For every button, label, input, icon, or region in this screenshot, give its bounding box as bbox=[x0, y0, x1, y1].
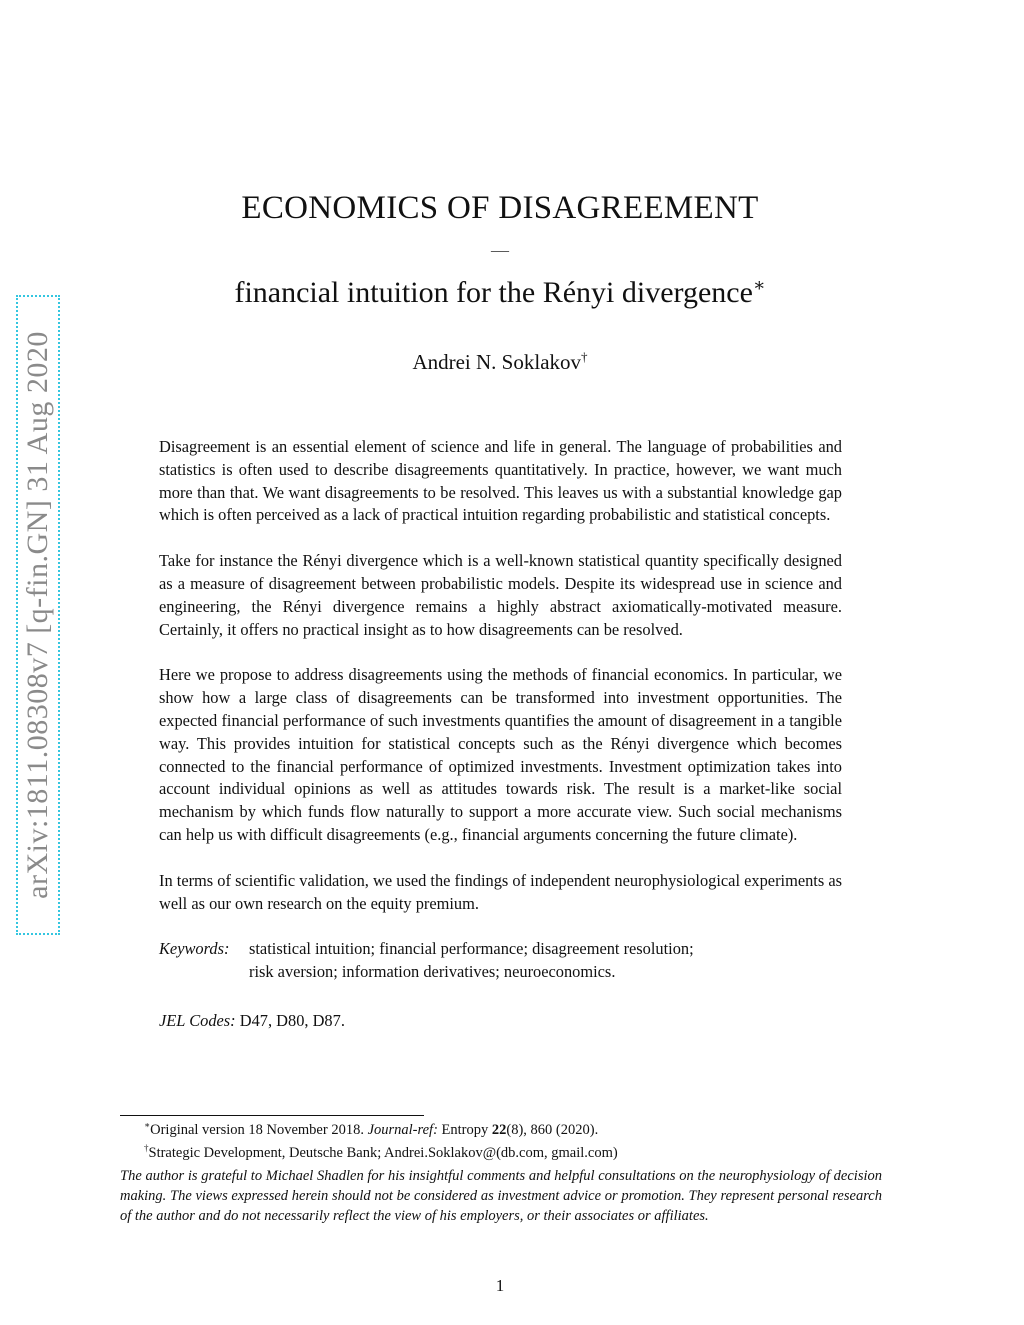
journal-name: Entropy bbox=[441, 1122, 489, 1138]
abstract-paragraph: Here we propose to address disagreements using the methods of financial economics. In particular, we show how a large class of disagreements can be transformed into investment opportunities. The expected financial performance of such investments quantifies the amount of disagreement in a tangible way. This provides intuition for statistical concepts such as the Rényi divergence which becomes connected to the financial performance of optimized investments. Investment optimization takes into account individual opinions as well as attitudes towards risk. The result is a market-like social mechanism by which funds flow naturally to support a more accurate view. Such social mechanisms can help us with difficult disagreements (e.g., financial arguments concerning the future climate). bbox=[159, 665, 842, 844]
footnote-mark: † bbox=[144, 1143, 149, 1154]
keywords bbox=[159, 938, 842, 984]
footnote-affiliation bbox=[120, 1143, 882, 1163]
arxiv-identifier: arXiv:1811.08308v7 [q-fin.GN] 31 Aug 2020 bbox=[21, 331, 54, 899]
author-name: Andrei N. Soklakov bbox=[412, 350, 582, 374]
affiliation-text: Strategic Development, Deutsche Bank; Andrei.Soklakov@(db.com, gmail.com) bbox=[148, 1145, 618, 1161]
footnotes bbox=[120, 1120, 882, 1226]
paper-title: ECONOMICS OF DISAGREEMENT bbox=[241, 190, 759, 226]
abstract-paragraph: Take for instance the Rényi divergence which is a well-known statistical quantity specifically designed as a measure of disagreement between probabilistic models. Despite its widespread use in science and engineering, the Rényi divergence remains a highly abstract axiomatically-motivated measure. Certainly, it offers no practical insight as to how disagreements can be resolved. bbox=[159, 551, 842, 639]
keywords-line: risk aversion; information derivatives; neuroeconomics. bbox=[249, 962, 616, 982]
footnote-original-version bbox=[120, 1120, 882, 1140]
paper-subtitle bbox=[0, 276, 1000, 310]
footnote-mark: ∗ bbox=[144, 1120, 151, 1131]
abstract-paragraph: Disagreement is an essential element of science and life in general. The language of probabilities and statistics is often used to describe disagreements quantitatively. In practice, however, we want much more than that. We want disagreements to be resolved. This leaves us with a substantial knowledge gap which is often perceived as a lack of practical intuition regarding probabilistic and statistical concepts. bbox=[159, 437, 842, 525]
subtitle-footnote-mark: ∗ bbox=[752, 275, 766, 296]
journal-issue: (8), 860 (2020). bbox=[506, 1122, 599, 1138]
page-number: 1 bbox=[495, 1276, 505, 1295]
keywords-label: Keywords: bbox=[159, 939, 230, 959]
jel-codes bbox=[159, 1010, 842, 1033]
jel-values: D47, D80, D87. bbox=[239, 1010, 345, 1030]
subtitle-text: financial intuition for the Rényi divergence bbox=[234, 276, 753, 309]
journal-volume: 22 bbox=[491, 1122, 507, 1138]
footnote-rule bbox=[120, 1115, 424, 1116]
author-footnote-mark: † bbox=[581, 349, 588, 364]
title-separator: — bbox=[491, 240, 509, 260]
arxiv-identifier-stamp bbox=[16, 295, 60, 935]
footnote-text: Original version 18 November 2018. bbox=[150, 1122, 364, 1138]
abstract-paragraph: In terms of scientific validation, we used the findings of independent neurophysiological experiments as well as our own research on the equity premium. bbox=[159, 870, 842, 913]
author-line bbox=[0, 350, 1000, 375]
keywords-line: statistical intuition; financial performance; disagreement resolution; bbox=[249, 939, 694, 959]
abstract bbox=[159, 436, 842, 1033]
journal-ref-label: Journal-ref: bbox=[367, 1122, 438, 1138]
acknowledgement-note: The author is grateful to Michael Shadlen for his insightful comments and helpful consultations on the neurophysiology of decision making. The views expressed herein should not be considered as investment advice or promotion. They represent personal research of the author and do not necessarily reflect the view of his employers, or their associates or affiliates. bbox=[120, 1168, 882, 1224]
jel-label: JEL Codes: bbox=[159, 1010, 236, 1030]
keywords-list bbox=[249, 938, 694, 984]
